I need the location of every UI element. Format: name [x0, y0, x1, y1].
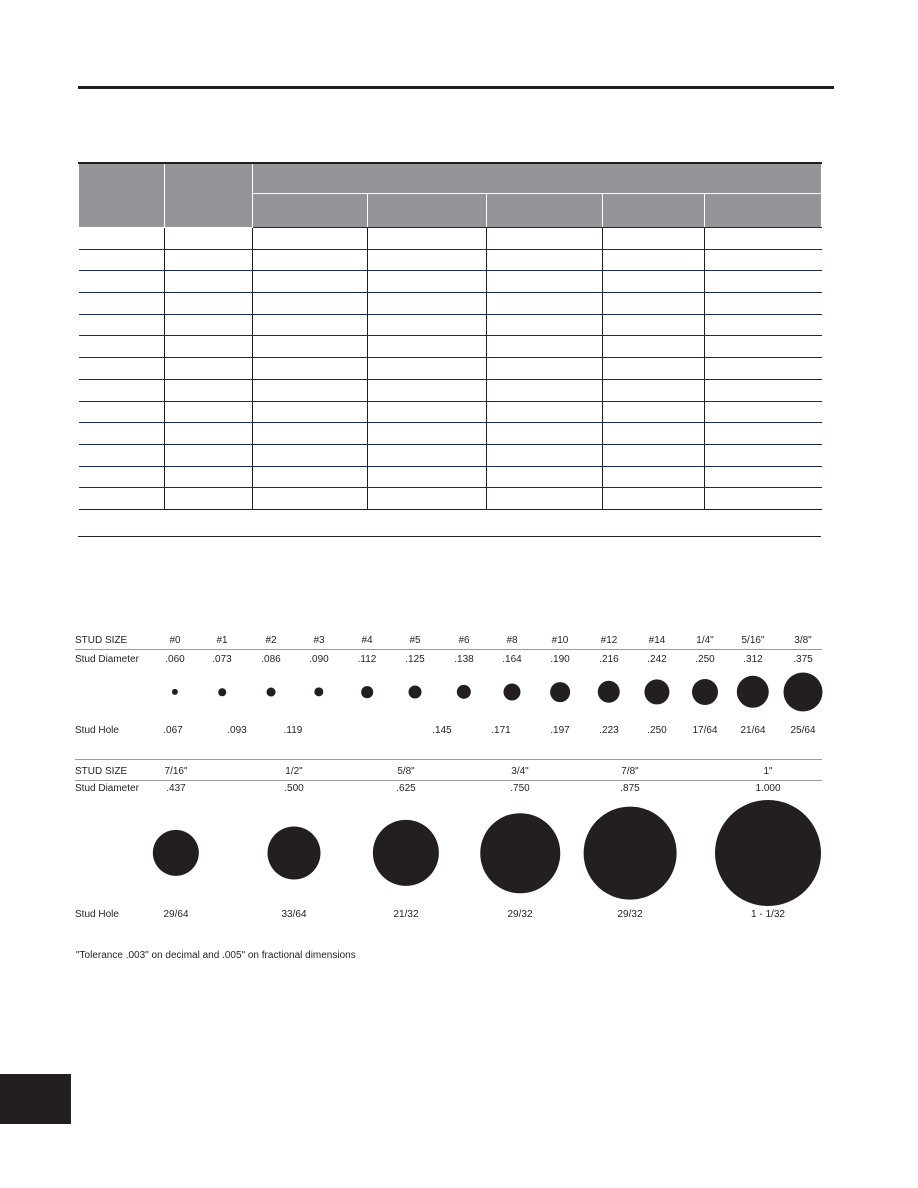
stud-circle	[503, 683, 520, 700]
table-cell	[705, 423, 822, 445]
stud-diameter-value: .750	[510, 783, 530, 794]
stud-size-value: #1	[216, 635, 228, 646]
stud-size-value: 1/4"	[696, 635, 714, 646]
table-cell	[165, 488, 253, 510]
stud-size-value: 1/2"	[285, 766, 303, 777]
header-group-cell	[253, 163, 822, 194]
table-cell	[79, 358, 165, 380]
table-cell	[487, 488, 603, 510]
table-cell	[705, 336, 822, 358]
table-cell	[165, 379, 253, 401]
section-rule	[78, 536, 821, 537]
top-rule	[78, 86, 834, 89]
stud-diameter-value: .164	[502, 654, 522, 665]
table-cell	[368, 336, 487, 358]
stud-hole-value: 29/64	[163, 909, 189, 920]
table-cell	[79, 401, 165, 423]
table-cell	[368, 488, 487, 510]
table-cell	[705, 401, 822, 423]
stud-size-value: #6	[458, 635, 470, 646]
table-cell	[79, 423, 165, 445]
stud-size-value: 7/16"	[164, 766, 188, 777]
stud-diameter-value: .125	[405, 654, 425, 665]
stud-size-value: #3	[313, 635, 325, 646]
stud-hole-value: .145	[432, 725, 452, 736]
stud-circle	[267, 688, 276, 697]
table-cell	[487, 466, 603, 488]
stud-size-value: #10	[551, 635, 569, 646]
stud-hole-value: 33/64	[281, 909, 307, 920]
stud-size-value: 7/8"	[621, 766, 639, 777]
table-cell	[165, 466, 253, 488]
stud-size-value: #4	[361, 635, 373, 646]
stud-size-value: 5/16"	[741, 635, 765, 646]
stud-size-label: STUD SIZE	[75, 766, 128, 777]
header-cell	[165, 163, 253, 228]
stud-size-value: #0	[169, 635, 181, 646]
stud-hole-value: .250	[647, 725, 667, 736]
stud-diameter-value: .437	[166, 783, 186, 794]
stud-circle	[373, 820, 439, 886]
stud-circle	[692, 679, 718, 705]
table-cell	[253, 249, 368, 271]
stud-circle	[784, 673, 823, 712]
table-row	[79, 488, 822, 510]
table-row	[79, 444, 822, 466]
table-cell	[368, 249, 487, 271]
stud-circle	[584, 807, 677, 900]
stud-diameter-label: Stud Diameter	[75, 654, 139, 665]
table-cell	[603, 358, 705, 380]
table-cell	[705, 488, 822, 510]
stud-circle	[480, 813, 560, 893]
stud-hole-value: .093	[227, 725, 247, 736]
stud-hole-value: 1 - 1/32	[751, 909, 785, 920]
table-cell	[253, 401, 368, 423]
stud-hole-value: 21/32	[393, 909, 419, 920]
stud-circle	[172, 689, 178, 695]
table-cell	[487, 249, 603, 271]
table-cell	[487, 293, 603, 315]
table-cell	[603, 401, 705, 423]
table-cell	[368, 314, 487, 336]
table-row	[79, 379, 822, 401]
table-cell	[603, 228, 705, 250]
table-row	[79, 314, 822, 336]
header-cell	[603, 194, 705, 228]
stud-size-value: #8	[506, 635, 518, 646]
stud-diameter-value: .216	[599, 654, 619, 665]
table-cell	[487, 314, 603, 336]
table-cell	[368, 423, 487, 445]
table-cell	[705, 293, 822, 315]
stud-circle	[409, 686, 422, 699]
stud-diameter-value: .625	[396, 783, 416, 794]
stud-circle	[737, 676, 769, 708]
table-cell	[165, 249, 253, 271]
stud-size-value: #2	[265, 635, 277, 646]
table-cell	[79, 336, 165, 358]
stud-diameter-value: .138	[454, 654, 474, 665]
row-rule	[75, 649, 822, 650]
table-cell	[165, 336, 253, 358]
table-cell	[705, 444, 822, 466]
table-cell	[487, 336, 603, 358]
stud-circle	[644, 679, 669, 704]
page-tab-block	[0, 1074, 71, 1124]
stud-size-value: 1"	[763, 766, 773, 777]
stud-circle	[457, 685, 471, 699]
stud-diameter-value: 1.000	[755, 783, 781, 794]
table-cell	[368, 466, 487, 488]
table-cell	[253, 314, 368, 336]
stud-circle	[715, 800, 821, 906]
stud-circle	[550, 682, 570, 702]
stud-diameter-value: .190	[550, 654, 570, 665]
table-row	[79, 466, 822, 488]
row-rule	[75, 759, 822, 760]
table-cell	[253, 423, 368, 445]
stud-circle	[218, 688, 226, 696]
table-cell	[79, 466, 165, 488]
table-cell	[253, 488, 368, 510]
table-row	[79, 249, 822, 271]
table-cell	[705, 379, 822, 401]
table-cell	[603, 293, 705, 315]
table-cell	[368, 401, 487, 423]
stud-diameter-value: .500	[284, 783, 304, 794]
header-cell	[487, 194, 603, 228]
stud-diameter-label: Stud Diameter	[75, 783, 139, 794]
table-cell	[368, 379, 487, 401]
table-cell	[79, 293, 165, 315]
table-row	[79, 358, 822, 380]
stud-size-chart	[75, 628, 822, 958]
table-cell	[487, 358, 603, 380]
header-cell	[79, 163, 165, 228]
table-cell	[165, 271, 253, 293]
header-cell	[705, 194, 822, 228]
table-row	[79, 228, 822, 250]
stud-hole-value: 29/32	[617, 909, 643, 920]
stud-diameter-value: .242	[647, 654, 667, 665]
table-cell	[165, 358, 253, 380]
table-cell	[165, 444, 253, 466]
table-cell	[603, 271, 705, 293]
header-cell	[253, 194, 368, 228]
stud-hole-label: Stud Hole	[75, 725, 119, 736]
table-cell	[253, 271, 368, 293]
table-cell	[79, 488, 165, 510]
table-cell	[253, 444, 368, 466]
stud-circle	[268, 827, 321, 880]
table-cell	[165, 228, 253, 250]
table-cell	[603, 423, 705, 445]
table-cell	[368, 444, 487, 466]
stud-circle	[153, 830, 199, 876]
table-cell	[79, 249, 165, 271]
table-cell	[368, 271, 487, 293]
table-cell	[705, 358, 822, 380]
stud-diameter-value: .112	[357, 654, 377, 665]
table-cell	[603, 314, 705, 336]
table-cell	[487, 228, 603, 250]
stud-circle	[361, 686, 373, 698]
stud-circle	[314, 687, 323, 696]
table-row	[79, 271, 822, 293]
stud-diameter-value: .312	[743, 654, 763, 665]
table-cell	[603, 249, 705, 271]
stud-hole-value: 25/64	[790, 725, 816, 736]
table-cell	[368, 228, 487, 250]
table-cell	[253, 336, 368, 358]
table-cell	[253, 379, 368, 401]
table-cell	[705, 249, 822, 271]
stud-size-value: 3/4"	[511, 766, 529, 777]
table-cell	[487, 423, 603, 445]
stud-diameter-value: .250	[695, 654, 715, 665]
table-cell	[253, 358, 368, 380]
data-table	[78, 162, 822, 510]
table-cell	[603, 466, 705, 488]
table-cell	[487, 401, 603, 423]
stud-diameter-value: .060	[165, 654, 185, 665]
table-cell	[79, 271, 165, 293]
table-cell	[368, 293, 487, 315]
stud-hole-value: .223	[599, 725, 619, 736]
table-cell	[705, 228, 822, 250]
stud-size-value: 3/8"	[794, 635, 812, 646]
table-cell	[603, 444, 705, 466]
stud-diameter-value: .090	[309, 654, 329, 665]
stud-hole-value: .119	[283, 725, 303, 736]
table-row	[79, 336, 822, 358]
stud-hole-value: 17/64	[692, 725, 718, 736]
row-rule	[75, 780, 822, 781]
header-cell	[368, 194, 487, 228]
tolerance-note: "Tolerance .003" on decimal and .005" on fractional dimensions	[76, 950, 356, 961]
table-cell	[165, 401, 253, 423]
stud-hole-value: .171	[491, 725, 511, 736]
table-cell	[705, 466, 822, 488]
stud-size-value: #12	[600, 635, 618, 646]
table-row	[79, 423, 822, 445]
stud-diameter-value: .073	[212, 654, 232, 665]
table-row	[79, 401, 822, 423]
stud-size-value: #5	[409, 635, 421, 646]
stud-hole-value: .197	[550, 725, 570, 736]
table-cell	[705, 271, 822, 293]
table-cell	[253, 466, 368, 488]
stud-size-label: STUD SIZE	[75, 635, 128, 646]
table-cell	[253, 293, 368, 315]
stud-diameter-value: .875	[620, 783, 640, 794]
stud-hole-value: .067	[163, 725, 183, 736]
stud-diameter-value: .375	[793, 654, 813, 665]
table-cell	[79, 444, 165, 466]
table-cell	[79, 314, 165, 336]
stud-circle	[598, 681, 620, 703]
stud-hole-label: Stud Hole	[75, 909, 119, 920]
table-cell	[487, 444, 603, 466]
table-cell	[487, 379, 603, 401]
table-cell	[165, 314, 253, 336]
table-cell	[253, 228, 368, 250]
table-cell	[487, 271, 603, 293]
table-cell	[368, 358, 487, 380]
table-cell	[603, 488, 705, 510]
stud-hole-value: 29/32	[507, 909, 533, 920]
table-cell	[603, 336, 705, 358]
stud-hole-value: 21/64	[740, 725, 766, 736]
table-cell	[705, 314, 822, 336]
table-cell	[165, 423, 253, 445]
table-row	[79, 293, 822, 315]
table-cell	[79, 379, 165, 401]
stud-diameter-value: .086	[261, 654, 281, 665]
table-cell	[165, 293, 253, 315]
table-cell	[79, 228, 165, 250]
stud-size-value: 5/8"	[397, 766, 415, 777]
table-cell	[603, 379, 705, 401]
stud-size-value: #14	[648, 635, 666, 646]
